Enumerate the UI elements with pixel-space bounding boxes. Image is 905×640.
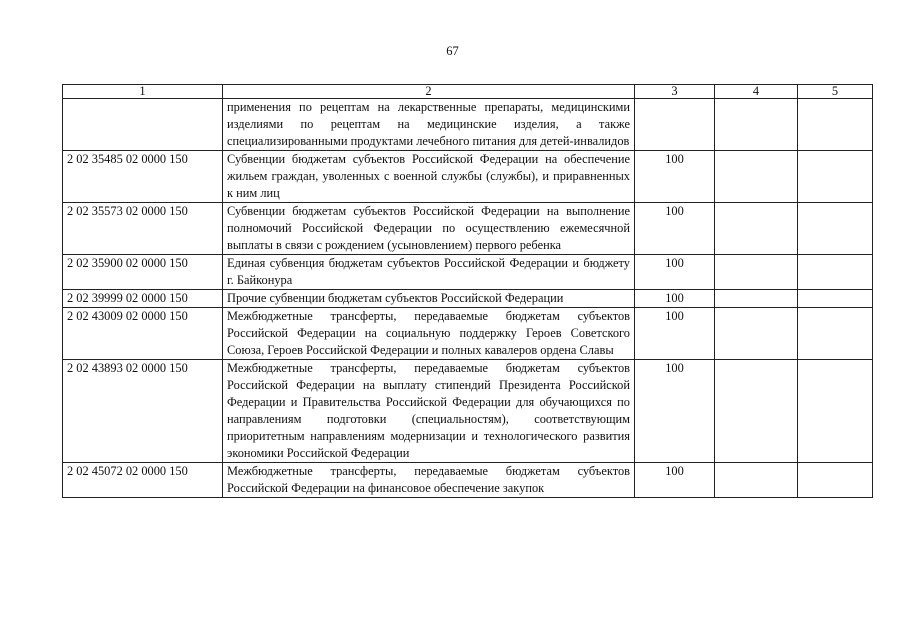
row-code: 2 02 39999 02 0000 150 — [63, 290, 223, 308]
row-col5 — [798, 290, 873, 308]
header-col-2: 2 — [223, 85, 635, 99]
table-row — [63, 255, 873, 290]
row-code: 2 02 35573 02 0000 150 — [63, 203, 223, 255]
budget-table — [62, 84, 873, 498]
row-col4 — [715, 203, 798, 255]
table-row — [63, 360, 873, 463]
row-col4 — [715, 99, 798, 151]
row-col4 — [715, 290, 798, 308]
row-col3: 100 — [635, 151, 715, 203]
row-col5 — [798, 308, 873, 360]
row-col5 — [798, 151, 873, 203]
row-col4 — [715, 151, 798, 203]
header-col-3: 3 — [635, 85, 715, 99]
table-row — [63, 290, 873, 308]
row-code: 2 02 43009 02 0000 150 — [63, 308, 223, 360]
table-row — [63, 151, 873, 203]
row-description: Межбюджетные трансферты, передаваемые бюджетам субъектов Российской Федерации на выплату стипендий Президента Российской Федерации и Правительства Российской Федерации для обучающихся по направлениям подготовки (специальностям), соответствующим приоритетным направлениям модернизации и технологического развития экономики Российской Федерации — [223, 360, 635, 463]
row-col3: 100 — [635, 255, 715, 290]
row-description: Субвенции бюджетам субъектов Российской Федерации на выполнение полномочий Российской Федерации по осуществлению ежемесячной выплаты в связи с рождением (усыновлением) первого ребенка — [223, 203, 635, 255]
row-col3: 100 — [635, 308, 715, 360]
row-description: Межбюджетные трансферты, передаваемые бюджетам субъектов Российской Федерации на социальную поддержку Героев Советского Союза, Героев Российской Федерации и полных кавалеров ордена Славы — [223, 308, 635, 360]
row-col5 — [798, 463, 873, 498]
table-row — [63, 99, 873, 151]
row-description: Единая субвенция бюджетам субъектов Российской Федерации и бюджету г. Байконура — [223, 255, 635, 290]
row-col5 — [798, 360, 873, 463]
row-code: 2 02 43893 02 0000 150 — [63, 360, 223, 463]
row-col3: 100 — [635, 203, 715, 255]
row-col3: 100 — [635, 290, 715, 308]
row-col5 — [798, 203, 873, 255]
row-col3: 100 — [635, 360, 715, 463]
header-col-5: 5 — [798, 85, 873, 99]
row-col5 — [798, 99, 873, 151]
row-col3: 100 — [635, 463, 715, 498]
row-code: 2 02 45072 02 0000 150 — [63, 463, 223, 498]
row-code: 2 02 35900 02 0000 150 — [63, 255, 223, 290]
row-description: Субвенции бюджетам субъектов Российской Федерации на обеспечение жильем граждан, уволенных с военной службы (службы), и приравненных к ним лиц — [223, 151, 635, 203]
table-row — [63, 308, 873, 360]
table-row — [63, 463, 873, 498]
row-col3 — [635, 99, 715, 151]
header-col-1: 1 — [63, 85, 223, 99]
row-description: Прочие субвенции бюджетам субъектов Российской Федерации — [223, 290, 635, 308]
row-description: Межбюджетные трансферты, передаваемые бюджетам субъектов Российской Федерации на финансовое обеспечение закупок — [223, 463, 635, 498]
row-col4 — [715, 255, 798, 290]
table-body — [63, 99, 873, 498]
row-col4 — [715, 360, 798, 463]
row-code: 2 02 35485 02 0000 150 — [63, 151, 223, 203]
header-col-4: 4 — [715, 85, 798, 99]
table-row — [63, 203, 873, 255]
row-col4 — [715, 463, 798, 498]
row-col4 — [715, 308, 798, 360]
page-number: 67 — [446, 44, 459, 58]
row-code — [63, 99, 223, 151]
row-description: применения по рецептам на лекарственные препараты, медицинскими изделиями по рецептам на медицинские изделия, а также специализированными продуктами лечебного питания для детей-инвалидов — [223, 99, 635, 151]
table-header — [63, 85, 873, 99]
header-row — [63, 85, 873, 99]
row-col5 — [798, 255, 873, 290]
